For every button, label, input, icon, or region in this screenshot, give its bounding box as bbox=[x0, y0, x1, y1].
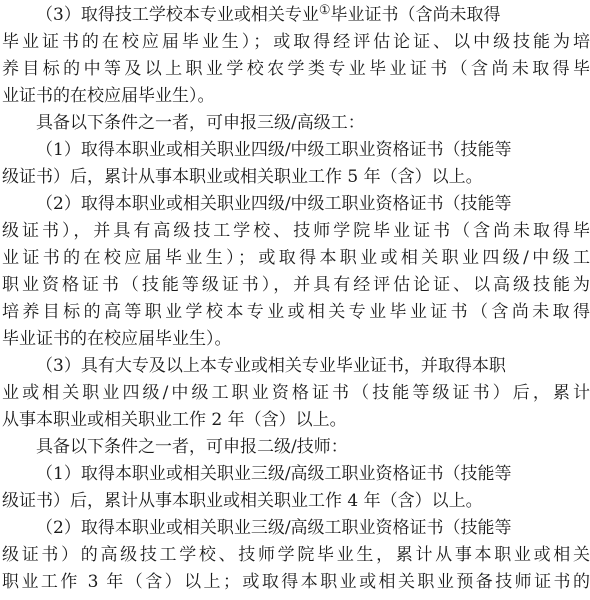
section-intro: 具备以下条件之一者，可申报三级/高级工： bbox=[36, 113, 365, 133]
text-line: 业或相关职业四级/中级工职业资格证书（技能等级证书）后，累计 bbox=[2, 383, 590, 403]
text-line: 培养目标的高等职业学校本专业或相关专业毕业证书（含尚未取得 bbox=[2, 302, 590, 322]
text-line: 毕业证书的在校应届毕业生）。 bbox=[2, 329, 232, 349]
text-line: 级证书）后，累计从事本职业或相关职业工作 5 年（含）以上。 bbox=[2, 167, 483, 187]
text-line: 业证书的在校应届毕业生）；或取得本职业或相关职业四级/中级工 bbox=[2, 248, 590, 268]
text-line: 职业资格证书（技能等级证书），并具有经评估论证、以高级技能为 bbox=[2, 275, 590, 295]
text-line: 级证书）后，累计从事本职业或相关职业工作 4 年（含）以上。 bbox=[2, 491, 483, 511]
text-line: （3）具有大专及以上本专业或相关专业毕业证书，并取得本职 bbox=[36, 356, 506, 376]
text-line: （2）取得本职业或相关职业三级/高级工职业资格证书（技能等 bbox=[36, 518, 512, 538]
text-line: （3）取得技工学校本专业或相关专业①毕业证书（含尚未取得 bbox=[36, 3, 501, 25]
text-line: 职业工作 3 年（含）以上；或取得本职业或相关职业预备技师证书的 bbox=[2, 572, 590, 592]
text-line: 级证书），并具有高级技工学校、技师学院毕业证书（含尚未取得毕 bbox=[2, 221, 590, 241]
text-line: 从事本职业或相关职业工作 2 年（含）以上。 bbox=[2, 410, 347, 430]
text-line: 养目标的中等及以上职业学校农学类专业毕业证书（含尚未取得毕 bbox=[2, 59, 590, 79]
section-intro: 具备以下条件之一者，可申报二级/技师： bbox=[36, 437, 348, 457]
text-line: 业证书的在校应届毕业生）。 bbox=[2, 86, 215, 106]
text-line: 级证书）的高级技工学校、技师学院毕业生，累计从事本职业或相关 bbox=[2, 545, 590, 565]
text-line: （1）取得本职业或相关职业三级/高级工职业资格证书（技能等 bbox=[36, 464, 512, 484]
text-line: 毕业证书的在校应届毕业生）；或取得经评估论证、以中级技能为培 bbox=[2, 32, 590, 52]
text-line: （1）取得本职业或相关职业四级/中级工职业资格证书（技能等 bbox=[36, 140, 512, 160]
footnote-marker: ① bbox=[318, 3, 331, 18]
text-line: （2）取得本职业或相关职业四级/中级工职业资格证书（技能等 bbox=[36, 194, 512, 214]
